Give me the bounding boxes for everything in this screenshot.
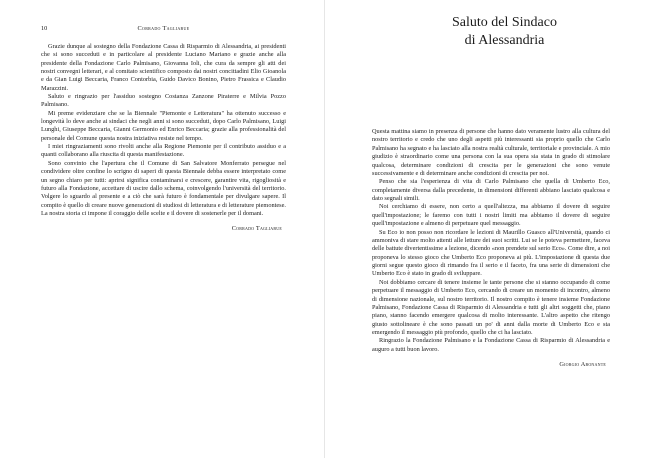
running-head — [41, 24, 286, 34]
page-number: 10 — [41, 25, 48, 32]
right-body-text — [372, 128, 610, 370]
left-body-text — [41, 43, 286, 234]
paragraph: Noi dobbiamo cercare di tenere insieme le tante persone che si stanno occupando di come perpetuare il messaggio di Umberto Eco, cercando di creare un momento di incontro, almeno di dimensione nazionale, sul nostro territorio. Il nostro compito è tenere insieme Fondazione Palmisano, Fondazione Cassa di Risparmio di Alessandria e tutti gli altri soggetti che, piano piano, stanno facendo emergere qualcosa di molto interessante. L'altro aspetto che ritengo giusto sottolineare è che sono passati un po' di anni dalla morte di Umberto Eco e sta emergendo il messaggio più profondo, quello che ci ha lasciato. — [372, 278, 610, 336]
paragraph: Grazie dunque al sostegno della Fondazione Cassa di Risparmio di Alessandria, ai presidenti che si sono succeduti e in particolare al presidente Luciano Mariano e grazie anche alla presidente della Fondazione Carlo Palmisano, Giovanna Ioli, che cura da sempre gli atti dei nostri convegni letterari, e al comitato scientifico composto dai nostri concittadini Elio Gioanola e da Gian Luigi Beccaria, Franco Contorbia, Guido Davico Bonino, Pietro Frassica e Claudio Marazzini. — [41, 43, 286, 92]
paragraph: Saluto e ringrazio per l'assiduo sostegno Costanza Zanzone Piraterre e Milvia Pozzo Palmisano. — [41, 93, 286, 109]
paragraph: Su Eco io non posso non ricordare le lezioni di Maurillo Guasco all'Università, quando ci ammoniva di stare molto attenti alle letture dei suoi scritti. Lui se le poteva permettere, faceva delle battute divertentissime a lezione, dicendo «non prendete sul serio Eco». Come dire, a noi proponeva lo stesso gioco che Umberto Eco proponeva ai più. L'impostazione di questa due giorni segue questo gioco di rimando fra il serio e il faceto, fra una serie di dimensioni che Umberto Eco è stato in grado di sviluppare. — [372, 228, 610, 278]
author-signature: Giorgio Abonante — [559, 361, 606, 369]
paragraph: Penso che sia l'esperienza di vita di Carlo Palmisano che quella di Umberto Eco, completamente diversa dalla precedente, in dimensioni differenti abbiano lasciato qualcosa e dato segnali simili. — [372, 178, 610, 202]
paragraph: Sono convinto che l'apertura che il Comune di San Salvatore Monferrato persegue nel condividere oltre confine lo scrigno di saperi di questa Biennale debba essere interpretato come un segno chiaro per tutti: aprirsi significa contaminarsi e crescere, garantire vita, rigogliosità e futuro alla Fondazione, accettare di uscire dallo schema, coinvolgendo l'università del territorio. Volgere lo sguardo al presente e a ciò che sarà futuro è fondamentale per divulgare sapere. Il compito è quello di creare nuove generazioni di studiosi di letteratura e di letterature piemontese. La nostra storia ci impone il coraggio delle scelte e il dovere di sostenerle per il domani. — [41, 159, 286, 217]
author-signature: Corrado Tagliabue — [231, 225, 282, 233]
paragraph: I miei ringraziamenti sono rivolti anche alla Regione Piemonte per il contributo assiduo e a quanti collaborano alla riuscita di questa manifestazione. — [41, 143, 286, 159]
chapter-title-line-1: Saluto del Sindaco — [452, 15, 557, 30]
paragraph: Mi preme evidenziare che se la Biennale "Piemonte e Letteratura" ha ottenuto successo e longevità lo deve anche ai sindaci che negli anni si sono succeduti, dopo Carlo Palmisano, Luigi Lunghi, Giuseppe Beccaria, Gianni Germonio ed Enrico Beccaria; grazie alla professionalità del personale del Comune questa nostra iniziativa resiste nel tempo. — [41, 109, 286, 142]
paragraph: Ringrazio la Fondazione Palmisano e la Fondazione Cassa di Risparmio di Alessandria e auguro a tutti buon lavoro. — [372, 337, 610, 353]
paragraph: Noi cerchiamo di essere, non certo a quell'altezza, ma abbiamo il dovere di seguire quell'impostazione; le faremo con tutti i nostri limiti ma abbiamo il dovere di seguire quell'impostazione e almeno di perpetuare quel messaggio. — [372, 203, 610, 228]
paragraph: Questa mattina siamo in presenza di persone che hanno dato veramente lustro alla cultura del nostro territorio e credo che uno degli aspetti più interessanti sia proprio quello che Carlo Palmisano ha segnato e ha lasciato alla nostra realtà culturale, territoriale e provinciale. A mio giudizio è straordinario come una persona con la sua opera sia stata in grado di stimolare qualcosa, determinare condizioni di crescita per le generazioni che sono venute successivamente e di determinare anche condizioni di crescita per noi. — [372, 128, 610, 177]
running-head-author: Corrado Tagliabue — [137, 25, 190, 32]
chapter-title-line-2: di Alessandria — [464, 33, 545, 48]
chapter-title — [382, 14, 627, 50]
